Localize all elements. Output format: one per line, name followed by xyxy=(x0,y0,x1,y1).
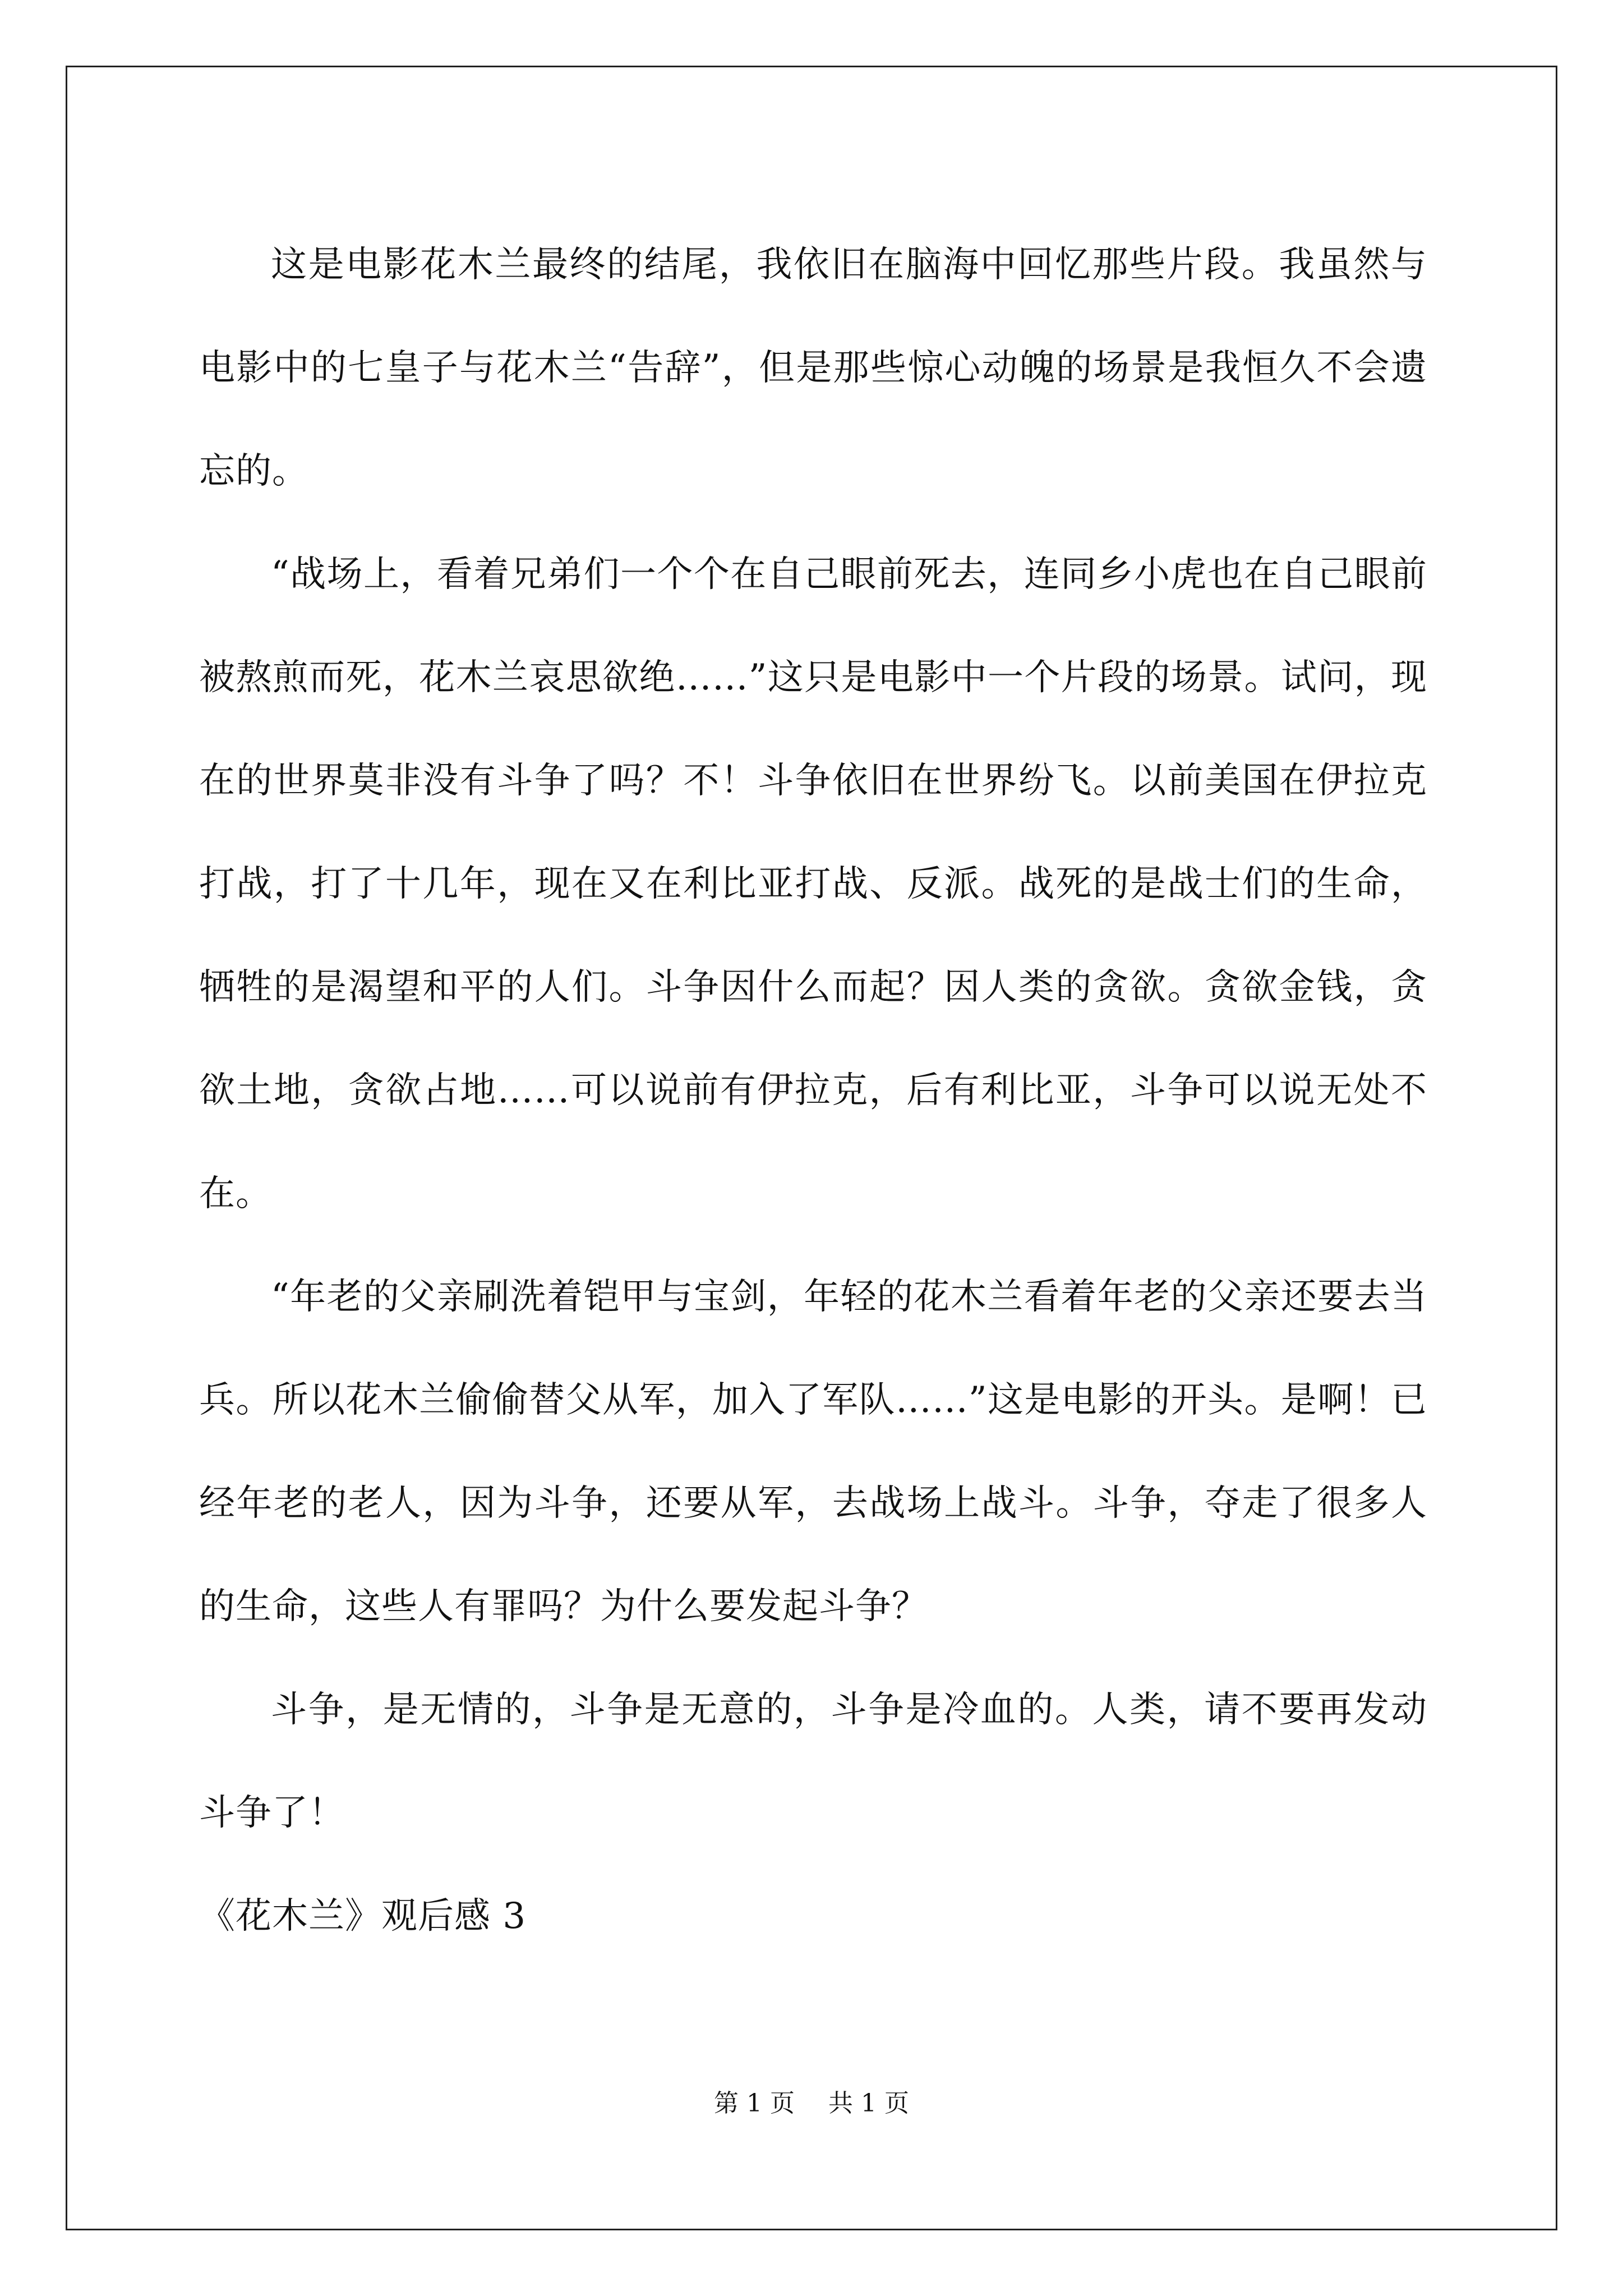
paragraph-4: 斗争，是无情的，斗争是无意的，斗争是冷血的。人类，请不要再发动斗争了！ xyxy=(199,1689,1427,1834)
page-number-current: 第 1 页 xyxy=(714,2089,795,2118)
page-number-total: 共 1 页 xyxy=(828,2089,909,2118)
paragraph-1: 这是电影花木兰最终的结尾，我依旧在脑海中回忆那些片段。我虽然与电影中的七皇子与花木兰“告辞”，但是那些惊心动魄的场景是我恒久不会遗忘的。 xyxy=(199,244,1427,492)
section-heading: 《花木兰》观后感 3 xyxy=(199,1895,527,1937)
paragraph-3: “年老的父亲刷洗着铠甲与宝剑，年轻的花木兰看着年老的父亲还要去当兵。所以花木兰偷偷替父从军，加入了军队……”这是电影的开头。是啊！已经年老的老人，因为斗争，还要从军，去战场上战斗。斗争，夺走了很多人的生命，这些人有罪吗？为什么要发起斗争？ xyxy=(199,1276,1427,1627)
paragraph-2: “战场上，看着兄弟们一个个在自己眼前死去，连同乡小虎也在自己眼前被熬煎而死，花木兰哀思欲绝……”这只是电影中一个片段的场景。试问，现在的世界莫非没有斗争了吗？不！斗争依旧在世界纷飞。以前美国在伊拉克打战，打了十几年，现在又在利比亚打战、反派。战死的是战士们的生命，牺牲的是渴望和平的人们。斗争因什么而起？因人类的贪欲。贪欲金钱，贪欲土地，贪欲占地……可以说前有伊拉克，后有利比亚，斗争可以说无处不在。 xyxy=(199,554,1427,1214)
page-footer xyxy=(0,2087,1623,2120)
document-body xyxy=(199,213,1427,1968)
